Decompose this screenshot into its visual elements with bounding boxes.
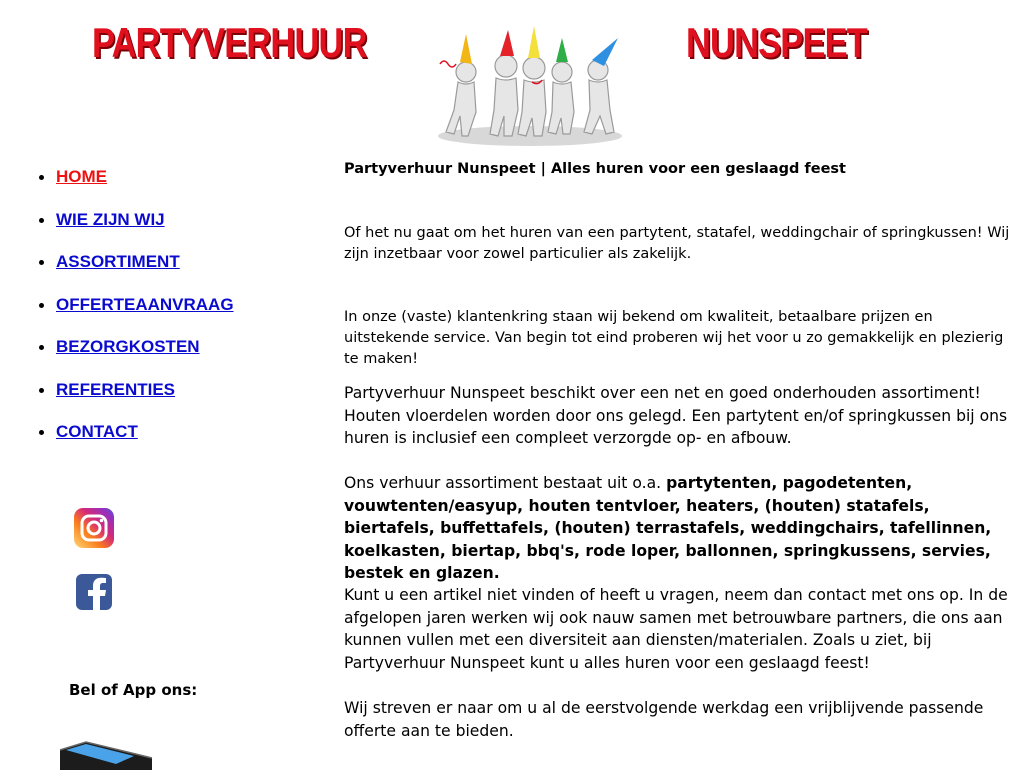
nav-item-bezorgkosten — [38, 336, 234, 379]
assortment-paragraph: Partyverhuur Nunspeet beschikt over een net en goed onderhouden assortiment! Houten vloerdelen worden door ons gelegd. Een partytent en/of springkussen bij ons huren is inclusief een compleet verzorgde op- en afbouw. — [344, 384, 1008, 447]
main-nav — [38, 166, 234, 464]
facebook-icon[interactable] — [74, 572, 114, 612]
nav-item-wie-zijn-wij — [38, 209, 234, 252]
nav-item-referenties — [38, 379, 234, 422]
nav-item-assortiment — [38, 251, 234, 294]
logo-partyverhuur[interactable]: PARTYVERHUUR — [92, 19, 367, 66]
nav-item-offerteaanvraag — [38, 294, 234, 337]
nav-link-home[interactable]: HOME — [56, 167, 107, 186]
nav-link-assortiment[interactable]: ASSORTIMENT — [56, 252, 180, 271]
nav-link-wie-zijn-wij[interactable]: WIE ZIJN WIJ — [56, 209, 165, 229]
party-people-image — [432, 24, 628, 148]
nav-link-referenties[interactable]: REFERENTIES — [56, 379, 176, 399]
instagram-icon[interactable] — [74, 508, 114, 548]
nav-link-contact[interactable]: CONTACT — [56, 422, 138, 441]
nav-link-offerteaanvraag[interactable]: OFFERTEAANVRAAG — [56, 294, 234, 314]
main-content — [344, 160, 1016, 740]
nav-link-bezorgkosten[interactable]: BEZORGKOSTEN — [56, 337, 200, 356]
quote-paragraph: Wij streven er naar om u al de eerstvolgende werkdag een vrijblijvende passende offerte aan te bieden. — [344, 699, 984, 740]
nav-item-home — [38, 166, 234, 209]
call-app-label: Bel of App ons: — [69, 681, 198, 699]
assortment-items-text: partytenten, pagodetenten, vouwtenten/easyup, houten tentvloer, heaters, (houten) statafels, biertafels, buffettafels, (houten) terrastafels, weddingchairs, tafellinnen, koelkasten, biertap, bbq's, rode loper, ballonnen, springkussens, servies, bestek en glazen. — [344, 474, 992, 582]
contact-paragraph: Kunt u een artikel niet vinden of heeft u vragen, neem dan contact met ons op. In de afgelopen jaren werken wij ook nauw samen met betrouwbare partners, die ons aan kunnen vullen met een diversiteit aan diensten/materialen. Zoals u ziet, bij Partyverhuur Nunspeet kunt u alles huren voor een geslaagd feest! — [344, 586, 1008, 672]
intro-paragraph: Of het nu gaat om het huren van een partytent, statafel, weddingchair of springkussen! Wij zijn inzetbaar voor zowel particulier als zakelijk. — [344, 225, 1010, 262]
page-title: Partyverhuur Nunspeet | Alles huren voor een geslaagd feest — [344, 161, 846, 177]
assortment-list-paragraph — [344, 472, 1016, 585]
phone-icon[interactable] — [56, 740, 156, 770]
assortment-intro-text: Ons verhuur assortiment bestaat uit o.a. — [344, 474, 667, 492]
nav-item-contact — [38, 421, 234, 464]
service-paragraph: In onze (vaste) klantenkring staan wij bekend om kwaliteit, betaalbare prijzen en uitstekende service. Van begin tot eind proberen wij het voor u zo gemakkelijk en plezierig te maken! — [344, 309, 1004, 367]
logo-nunspeet[interactable]: NUNSPEET — [686, 19, 867, 66]
